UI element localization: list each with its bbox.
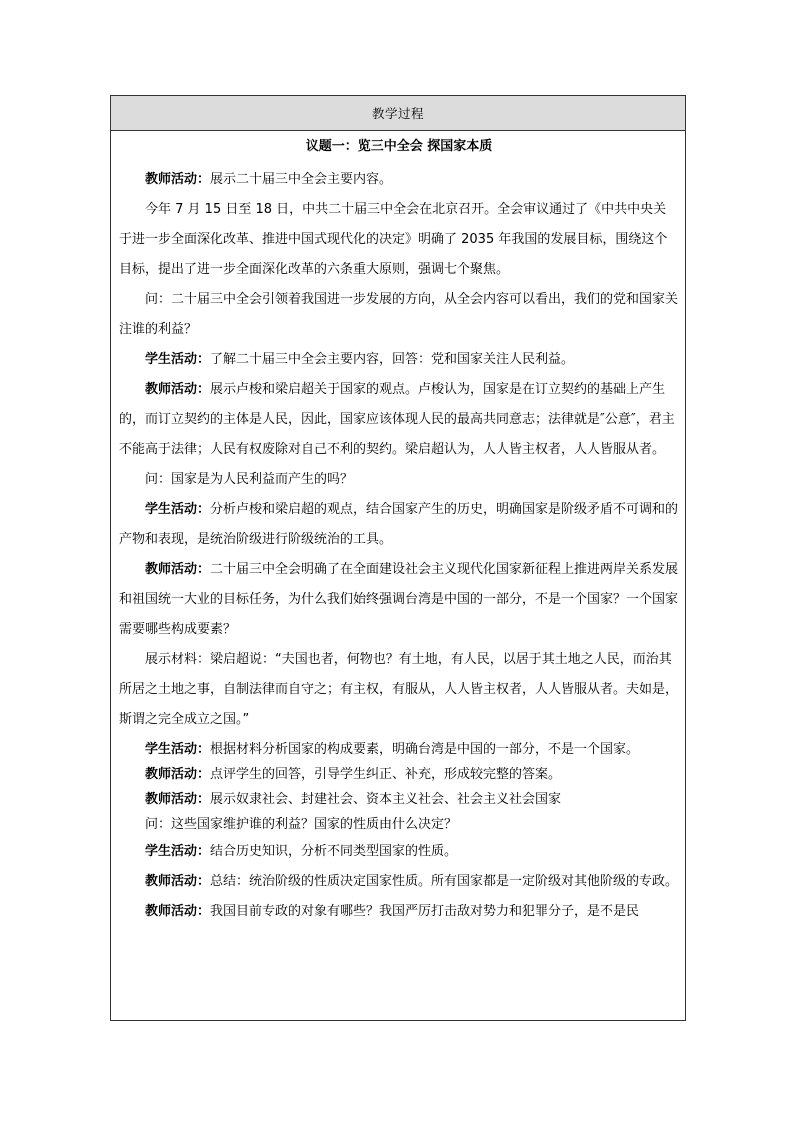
paragraph xyxy=(119,762,679,787)
paragraph xyxy=(119,737,679,762)
paragraph xyxy=(119,495,679,555)
activity-label: 教师活动： xyxy=(145,382,211,397)
paragraph-text: 结合历史知识，分析不同类型国家的性质。 xyxy=(210,844,458,859)
paragraph-text: 根据材料分析国家的构成要素，明确台湾是中国的一部分，不是一个国家。 xyxy=(210,742,640,757)
paragraph xyxy=(119,787,679,812)
activity-label: 教师活动： xyxy=(145,562,211,577)
paragraph-text: 展示二十届三中全会主要内容。 xyxy=(210,172,393,187)
paragraph-text: 问：这些国家维护谁的利益？国家的性质由什么决定？ xyxy=(145,817,458,832)
lesson-process-table xyxy=(110,95,686,1021)
paragraph-text: 二十届三中全会明确了在全面建设社会主义现代化国家新征程上推进两岸关系发展和祖国统一大业的目标任务，为什么我们始终强调台湾是中国的一部分，不是一个国家？一个国家需要哪些构成要素？ xyxy=(119,562,679,637)
paragraph xyxy=(119,465,679,495)
paragraph xyxy=(119,645,679,735)
paragraph-text: 了解二十届三中全会主要内容，回答：党和国家关注人民利益。 xyxy=(210,352,575,367)
activity-label: 教师活动： xyxy=(145,874,211,889)
table-body xyxy=(111,135,685,927)
paragraph-text: 展示奴隶社会、封建社会、资本主义社会、社会主义社会国家 xyxy=(210,792,562,807)
activity-label: 教师活动： xyxy=(145,172,211,187)
paragraph-text: 问：二十届三中全会引领着我国进一步发展的方向，从全会内容可以看出，我们的党和国家关注谁的利益？ xyxy=(119,292,679,337)
paragraph-text: 分析卢梭和梁启超的观点，结合国家产生的历史，明确国家是阶级矛盾不可调和的产物和表现，是统治阶级进行阶级统治的工具。 xyxy=(119,502,679,547)
activity-label: 教师活动： xyxy=(145,767,211,782)
paragraph xyxy=(119,555,679,645)
table-header-label: 教学过程 xyxy=(371,106,424,121)
activity-label: 学生活动： xyxy=(145,502,211,517)
activity-label: 教师活动： xyxy=(145,792,211,807)
paragraph xyxy=(119,867,679,897)
paragraph xyxy=(119,165,679,195)
paragraph xyxy=(119,375,679,465)
paragraph-text: 我国目前专政的对象有哪些？我国严厉打击敌对势力和犯罪分子，是不是民 xyxy=(210,904,640,919)
paragraph-text: 展示材料：梁启超说：“夫国也者，何物也？有土地，有人民，以居于其土地之人民，而治其所居之土地之事，自制法律而自守之；有主权，有服从，人人皆主权者，人人皆服从者。夫如是，斯谓之完全成立之国。” xyxy=(119,652,679,727)
paragraph xyxy=(119,837,679,867)
paragraph-text: 今年 7 月 15 日至 18 日，中共二十届三中全会在北京召开。全会审议通过了《中共中央关于进一步全面深化改革、推进中国式现代化的决定》明确了 2035 年我国的发展目标，围绕这个目标，提出了进一步全面深化改革的六条重大原则，强调七个聚焦。 xyxy=(119,202,668,277)
paragraph-text: 问：国家是为人民利益而产生的吗？ xyxy=(145,472,354,487)
paragraph-text: 点评学生的回答，引导学生纠正、补充，形成较完整的答案。 xyxy=(210,767,562,782)
paragraph-text: 总结：统治阶级的性质决定国家性质。所有国家都是一定阶级对其他阶级的专政。 xyxy=(210,874,679,889)
paragraph xyxy=(119,812,679,837)
paragraph xyxy=(119,345,679,375)
table-header xyxy=(111,96,685,131)
activity-label: 学生活动： xyxy=(145,352,211,367)
activity-label: 学生活动： xyxy=(145,844,211,859)
paragraph-text: 展示卢梭和梁启超关于国家的观点。卢梭认为，国家是在订立契约的基础上产生的，而订立契约的主体是人民，因此，国家应该体现人民的最高共同意志；法律就是″公意″，君主不能高于法律；人民有权废除对自己不利的契约。梁启超认为，人人皆主权者，人人皆服从者。 xyxy=(119,382,675,457)
activity-label: 教师活动： xyxy=(145,904,211,919)
paragraph xyxy=(119,195,679,285)
activity-label: 学生活动： xyxy=(145,742,211,757)
paragraph xyxy=(119,285,679,345)
topic-title: 议题一：览三中全会 探国家本质 xyxy=(305,139,493,154)
paragraph xyxy=(119,897,679,927)
